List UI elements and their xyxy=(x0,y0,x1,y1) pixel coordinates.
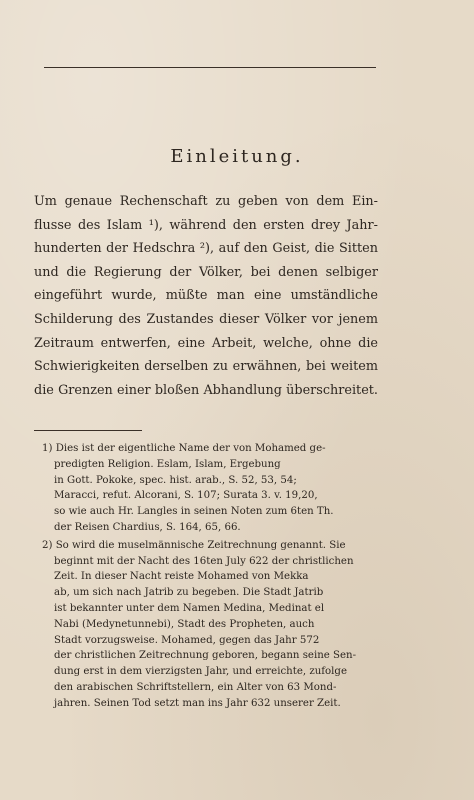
footnote-line: jahren. Seinen Tod setzt man ins Jahr 632 unserer Zeit. xyxy=(54,697,341,709)
footnote-line: dung erst in dem vierzigsten Jahr, und erreichte, zufolge xyxy=(54,666,347,678)
footnote-line: der christlichen Zeitrechnung geboren, begann seine Sen- xyxy=(54,650,357,662)
footnote-line: 2) So wird die muselmännische Zeitrechnung genannt. Sie xyxy=(42,539,346,551)
footnote-line: beginnt mit der Nacht des 16ten July 622 der christlichen xyxy=(54,555,354,567)
footnote-2 xyxy=(42,538,374,712)
body-line: Schilderung des Zustandes dieser Völker vor jenem xyxy=(34,311,378,327)
body-line: Schwierigkeiten derselben zu erwähnen, bei weitem xyxy=(34,359,378,375)
body-line: hunderten der Hedschra ²), auf den Geist, die Sitten xyxy=(34,241,378,257)
body-line: Um genaue Rechenschaft zu geben von dem Ein- xyxy=(34,194,378,209)
footnotes xyxy=(42,441,374,714)
footnote-line: den arabischen Schriftstellern, ein Alter von 63 Mond- xyxy=(54,681,337,693)
footnote-line: Zeit. In dieser Nacht reiste Mohamed von Mekka xyxy=(54,571,309,583)
chapter-title: Einleitung. xyxy=(170,146,304,167)
footnote-rule xyxy=(34,430,142,431)
body-line: flusse des Islam ¹), während den ersten drey Jahr- xyxy=(34,217,378,233)
body-paragraph xyxy=(34,190,378,402)
footnote-line: 1) Dies ist der eigentliche Name der von Mohamed ge- xyxy=(42,443,326,454)
footnote-line: Maracci, refut. Alcorani, S. 107; Surata 3. v. 19,20, xyxy=(54,490,318,502)
footnote-line: Stadt vorzugsweise. Mohamed, gegen das Jahr 572 xyxy=(54,634,320,646)
footnote-1 xyxy=(42,441,374,536)
footnote-line: Nabi (Medynetunnebi), Stadt des Propheten, auch xyxy=(54,618,315,630)
footnote-line: ab, um sich nach Jatrib zu begeben. Die Stadt Jatrib xyxy=(54,587,324,599)
body-line: eingeführt wurde, müßte man eine umständliche xyxy=(34,288,378,304)
footnote-line: der Reisen Chardius, S. 164, 65, 66. xyxy=(54,521,241,533)
footnote-line: so wie auch Hr. Langles in seinen Noten zum 6ten Th. xyxy=(54,506,334,518)
body-line: und die Regierung der Völker, bei denen selbiger xyxy=(34,264,378,280)
footnote-line: in Gott. Pokoke, spec. hist. arab., S. 52, 53, 54; xyxy=(54,474,297,486)
header-rule xyxy=(44,67,376,68)
footnote-line: predigten Religion. Eslam, Islam, Ergebung xyxy=(54,458,281,470)
footnote-line: ist bekannter unter dem Namen Medina, Medinat el xyxy=(54,602,325,614)
body-line: die Grenzen einer bloßen Abhandlung überschreitet. xyxy=(34,382,378,398)
body-line: Zeitraum entwerfen, eine Arbeit, welche, ohne die xyxy=(34,335,378,351)
